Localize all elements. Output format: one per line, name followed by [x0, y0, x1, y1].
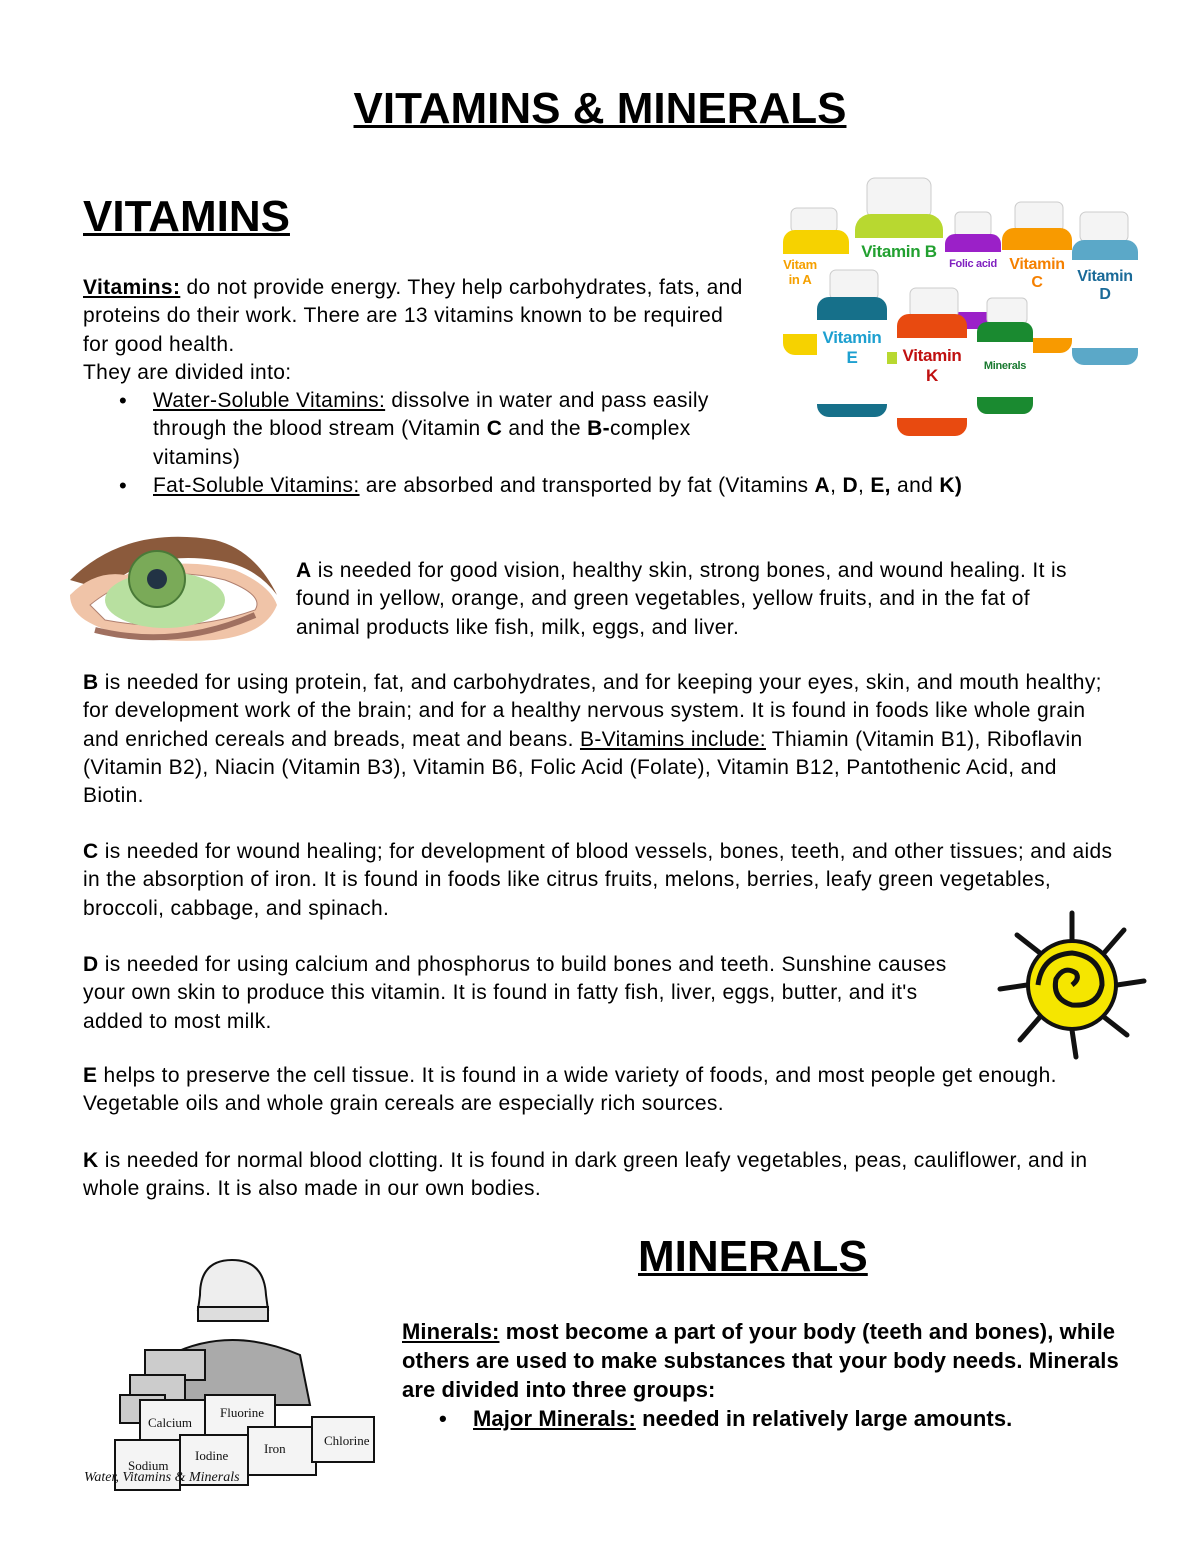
minerals-heading: MINERALS — [638, 1232, 868, 1281]
vitamin-description: is needed for normal blood clotting. It is found in dark green leafy vegetables, peas, cauliflower, and in whole grains. It is also made in our own bodies. — [83, 1149, 1088, 1201]
intro-label: Vitamins: — [83, 276, 181, 299]
vitamin-description: is needed for using protein, fat, and carbohydrates, and for keeping your eyes, skin, and mouth healthy; for development work of the brain; and for a healthy nervous system. It is found in foods like whole grain and enriched cereals and breads, meat and beans. — [83, 671, 1102, 751]
bottle-folic-label: Folic acid — [949, 258, 997, 270]
bottles-drawing — [775, 172, 1145, 440]
bullet-text: dissolve in water and pass easily through the blood stream (Vitamin — [153, 389, 709, 441]
minerals-intro — [402, 1317, 1122, 1404]
block-label: Calcium — [148, 1415, 193, 1430]
bullet-text: and the — [502, 417, 588, 441]
vitamin-bottles-image — [775, 172, 1145, 440]
bullet-text: needed in relatively large amounts. — [635, 1406, 1013, 1431]
bold-letter: B- — [587, 417, 610, 441]
bottle-k-label: Vitamin K — [902, 346, 962, 385]
bold-letter: K) — [939, 474, 963, 497]
block-label: Iron — [264, 1441, 286, 1456]
list-item — [153, 472, 1153, 500]
list-item — [473, 1404, 1123, 1433]
bottle-minerals-label: Minerals — [983, 360, 1027, 372]
bullet-label: Fat-Soluble Vitamins: — [153, 474, 360, 497]
vitamin-types-list-2 — [153, 472, 1153, 500]
bold-letter: A — [814, 474, 831, 497]
bottle-c-label: Vitamin C — [1009, 256, 1065, 292]
intro-text: do not provide energy. They help carbohydrates, fats, and proteins do their work. There are 13 vitamins known to be required for good health. — [83, 276, 743, 356]
bullet-text: , — [857, 474, 871, 497]
vitamin-c-paragraph — [83, 838, 1123, 923]
block-label: Iodine — [195, 1448, 229, 1463]
bullet-label: Major Minerals: — [473, 1406, 636, 1431]
bold-letter: D — [842, 474, 858, 497]
vitamin-description: is needed for wound healing; for development of blood vessels, bones, teeth, and other tissues; and aids in the absorption of iron. It is found in foods like citrus fruits, melons, berries, leafy green vegetables, broccoli, cabbage, and spinach. — [83, 840, 1113, 920]
bullet-label: Water-Soluble Vitamins: — [153, 389, 386, 412]
vitamins-heading: VITAMINS — [83, 192, 290, 241]
vitamin-description: helps to preserve the cell tissue. It is found in a wide variety of foods, and most people get enough. Vegetable oils and whole grain cereals are especially rich sources. — [83, 1064, 1057, 1116]
vitamin-letter: A — [296, 559, 312, 582]
list-item — [153, 387, 753, 472]
minerals-blocks-image — [80, 1255, 390, 1505]
bold-letter: E, — [870, 474, 891, 497]
mineral-groups-list — [473, 1404, 1123, 1433]
bullet-text: , — [830, 474, 843, 497]
bullet-text: are absorbed and transported by fat (Vitamins — [359, 474, 815, 497]
vitamin-d-paragraph — [83, 951, 978, 1036]
vitamin-description: Thiamin (Vitamin B1), Riboflavin (Vitamin B2), Niacin (Vitamin B3), Vitamin B6, Folic Acid (Folate), Vitamin B12, Pantothenic Acid, and Biotin. — [83, 727, 1083, 808]
bold-letter: C — [486, 417, 503, 441]
b-vitamins-label: B-Vitamins include: — [579, 727, 766, 751]
vitamin-letter: D — [83, 953, 99, 976]
intro-text: most become a part of your body (teeth and bones), while others are used to make substances that your body needs. Minerals are divided into three groups: — [402, 1319, 1119, 1402]
vitamin-b-paragraph — [83, 669, 1123, 810]
page-title: VITAMINS & MINERALS — [353, 84, 847, 133]
vitamin-letter: B — [83, 671, 99, 694]
block-label: Chlorine — [324, 1433, 370, 1448]
block-label: Fluorine — [220, 1405, 265, 1420]
sun-image — [995, 908, 1150, 1063]
bullet-text: and — [890, 474, 940, 497]
image-caption: Water, Vitamins & Minerals — [84, 1470, 240, 1485]
bullet-text: complex vitamins) — [153, 417, 691, 469]
divided-text: They are divided into: — [83, 360, 292, 384]
vitamin-letter: C — [83, 840, 99, 863]
vitamin-types-list — [153, 387, 753, 472]
vitamin-description: is needed for good vision, healthy skin, strong bones, and wound healing. It is found in yellow, orange, and green vegetables, yellow fruits, and in the fat of animal products like fish, milk, eggs, and liver. — [296, 559, 1067, 639]
bottle-b-label: Vitamin B — [861, 242, 937, 261]
vitamin-k-paragraph — [83, 1147, 1123, 1204]
vitamin-description: is needed for using calcium and phosphorus to build bones and teeth. Sunshine causes your own skin to produce this vitamin. It is found in fatty fish, liver, eggs, butter, and it's added to most milk. — [83, 953, 947, 1033]
block-label: Sodium — [128, 1458, 169, 1473]
vitamins-intro — [83, 274, 753, 387]
vitamin-letter: K — [83, 1149, 99, 1172]
vitamin-a-paragraph — [296, 557, 1096, 642]
vitamin-letter: E — [83, 1064, 98, 1087]
bottle-d-label: Vitamin D — [1077, 268, 1133, 304]
bottle-a-label: Vitamin A — [783, 257, 817, 287]
bottle-e-label: Vitamin E — [822, 328, 882, 367]
intro-label: Minerals: — [402, 1319, 500, 1344]
vitamin-e-paragraph — [83, 1062, 1123, 1119]
eye-image — [65, 535, 280, 645]
